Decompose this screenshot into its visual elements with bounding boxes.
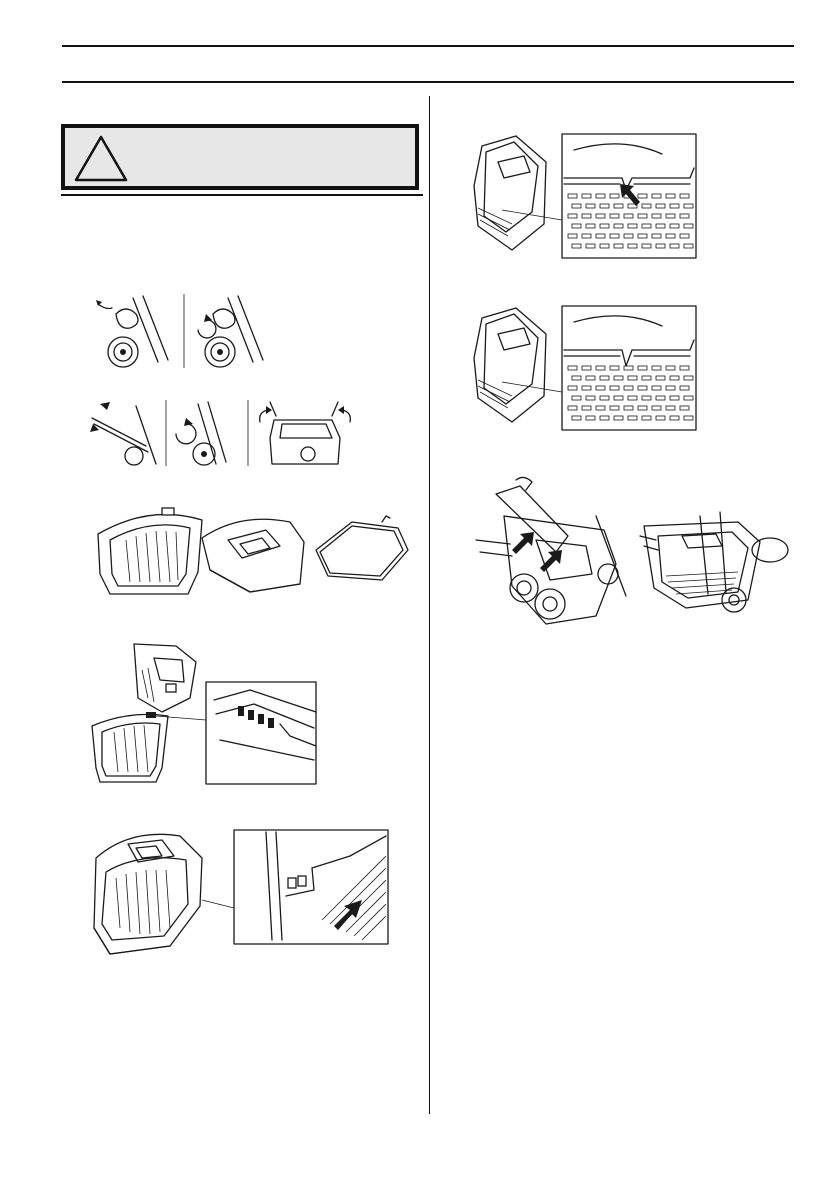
arrow-icon bbox=[512, 532, 534, 554]
bag-net-clip-press-figure bbox=[472, 132, 697, 258]
rotate-arrow-icon bbox=[198, 320, 216, 338]
arrow-icon bbox=[620, 184, 640, 206]
bag-net-clip-locked-figure bbox=[472, 304, 697, 430]
arrow-icon bbox=[100, 402, 110, 410]
header-rule-bottom bbox=[62, 81, 794, 83]
warning-box bbox=[61, 124, 419, 190]
handle-fold-figure bbox=[86, 398, 356, 468]
bag-mount-mower-figure bbox=[476, 476, 800, 648]
bag-cover-fit-figure bbox=[90, 828, 390, 958]
header-rule-top bbox=[62, 45, 794, 47]
bag-assembly-clip-figure bbox=[90, 640, 320, 788]
column-divider bbox=[429, 96, 430, 1114]
handle-knob-loosen-figure bbox=[88, 290, 288, 370]
warning-triangle-icon bbox=[71, 134, 131, 184]
arrow-icon bbox=[334, 900, 362, 930]
grass-bag-parts-figure bbox=[90, 500, 410, 605]
warning-underline bbox=[61, 194, 423, 196]
